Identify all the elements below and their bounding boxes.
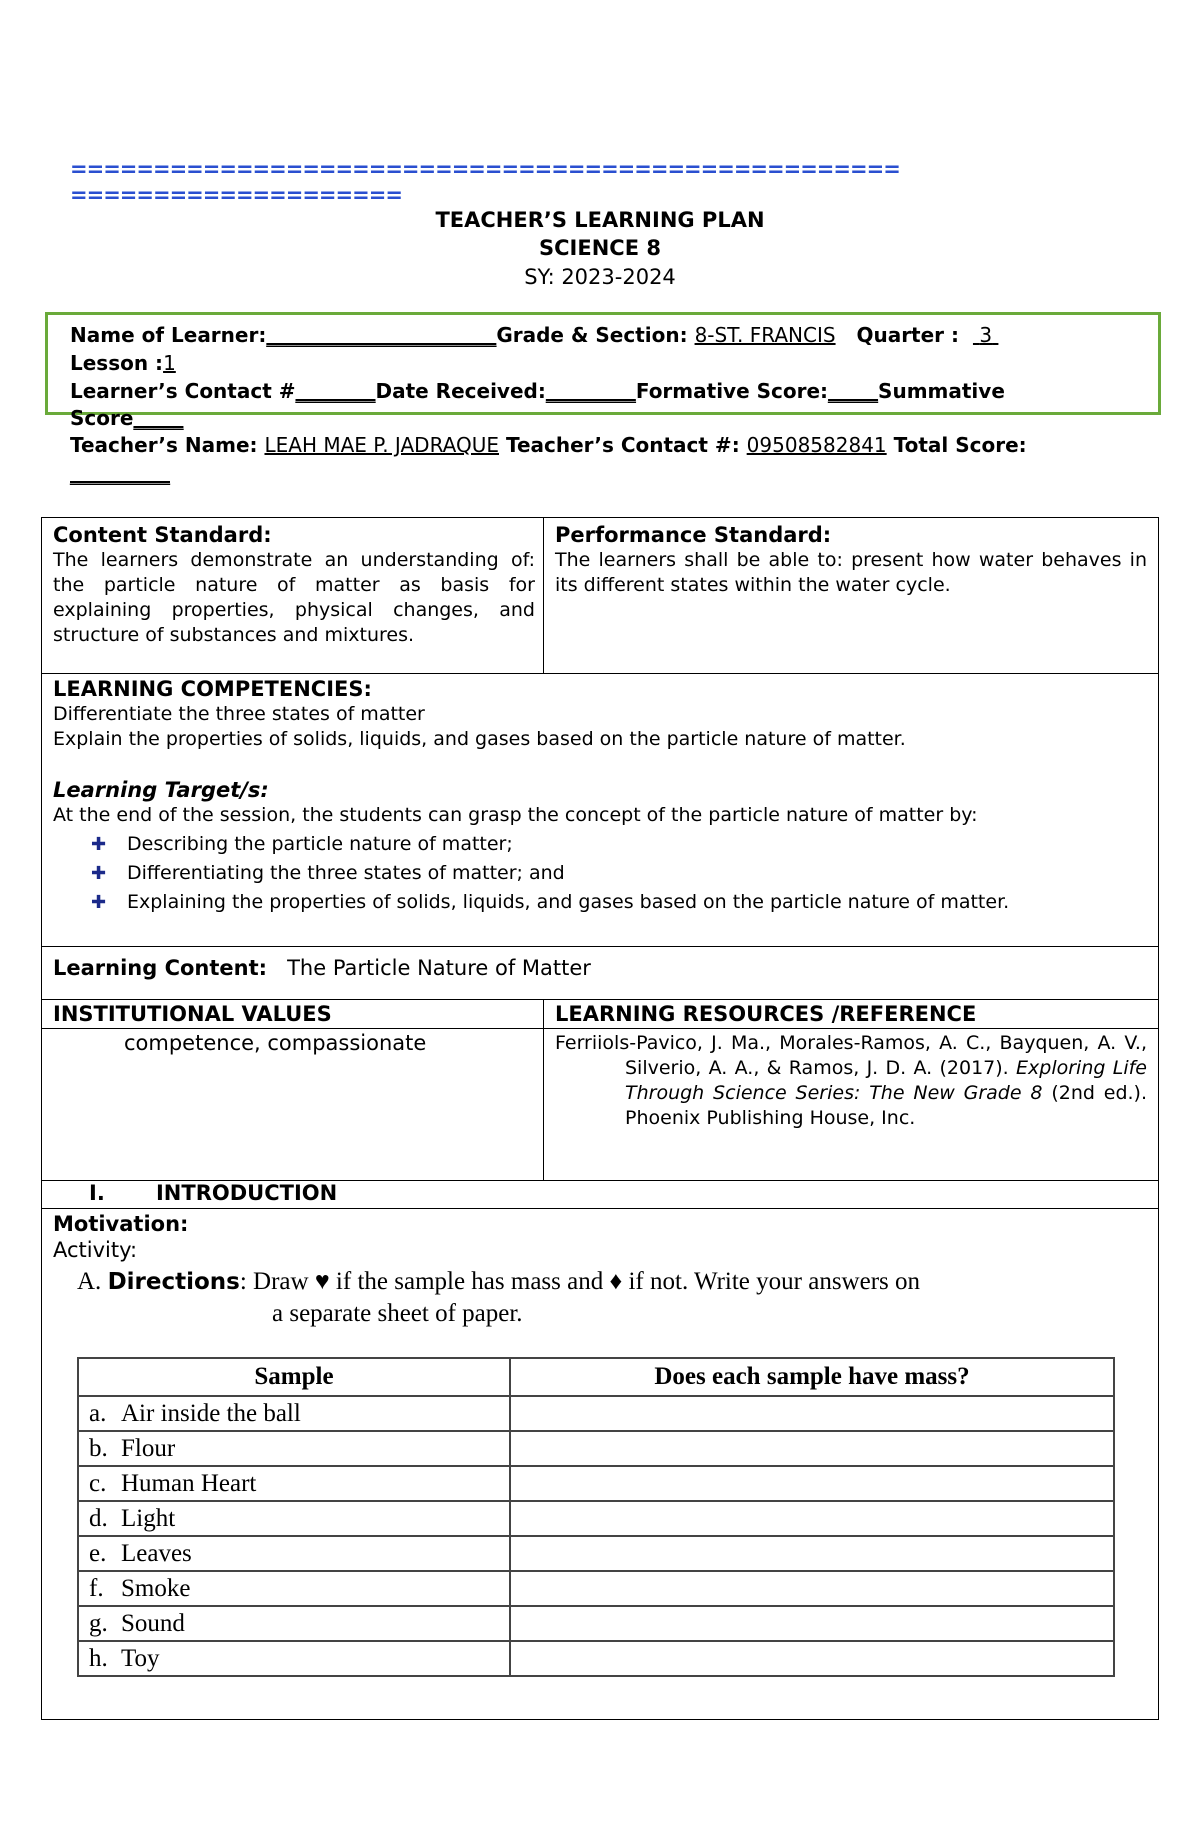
directions-text: : Draw ♥ if the sample has mass and ♦ if not. Write your answers on xyxy=(239,1268,921,1295)
teacher-contact-label: Teacher’s Contact #: xyxy=(505,433,740,457)
sample-cell: g. Sound xyxy=(78,1606,510,1641)
info-line-1 xyxy=(70,322,998,349)
sample-cell: f. Smoke xyxy=(78,1571,510,1606)
sample-cell: h. Toy xyxy=(78,1641,510,1676)
institutional-values-text: competence, compassionate xyxy=(124,1031,427,1055)
info-line-5 xyxy=(70,432,1027,459)
directions xyxy=(77,1266,1137,1330)
answer-cell[interactable] xyxy=(510,1431,1114,1466)
answer-cell[interactable] xyxy=(510,1641,1114,1676)
learning-target-title: Learning Target/s: xyxy=(53,778,269,802)
info-line-2 xyxy=(70,350,176,377)
arrow-bullet-icon: ✚ xyxy=(91,834,107,855)
divider xyxy=(42,1028,1158,1029)
score-label: Score xyxy=(70,406,134,430)
divider-line-2: ==================== xyxy=(70,183,402,207)
competency-item: Explain the properties of solids, liquids, and gases based on the particle nature of matter. xyxy=(53,728,906,750)
performance-standard-text: The learners shall be able to: present how water behaves in its different states within the water cycle. xyxy=(555,549,1147,596)
sample-cell: d. Light xyxy=(78,1501,510,1536)
grade-label: Grade & Section: xyxy=(496,323,688,347)
score-field[interactable]: _____ xyxy=(133,406,184,430)
teacher-value: LEAH MAE P. JADRAQUE xyxy=(264,433,499,457)
divider xyxy=(543,518,544,673)
reference-authors: Ferriiols-Pavico, J. Ma., Morales-Ramos, A. C., Bayquen, A. V., Silverio, A. A., & Ramos, J. D. A. (2017). xyxy=(555,1032,1147,1079)
summative-label: Summative xyxy=(878,379,1005,403)
table-row xyxy=(78,1501,1114,1536)
answer-cell[interactable] xyxy=(510,1396,1114,1431)
date-field[interactable]: _________ xyxy=(545,379,636,403)
divider xyxy=(42,1208,1158,1209)
section-numeral: I. xyxy=(89,1181,105,1205)
content-standard-title: Content Standard: xyxy=(53,523,272,547)
reference-title: Exploring Life Through Science Series: The New Grade 8 xyxy=(625,1057,1147,1104)
arrow-bullet-icon: ✚ xyxy=(91,863,107,884)
quarter-label: Quarter : xyxy=(856,323,960,347)
directions-letter: A. xyxy=(77,1268,102,1295)
answer-cell[interactable] xyxy=(510,1606,1114,1641)
info-line-4 xyxy=(70,405,183,432)
table-row xyxy=(78,1431,1114,1466)
list-item: ✚ Differentiating the three states of matter; and xyxy=(91,859,1148,888)
answer-cell[interactable] xyxy=(510,1466,1114,1501)
learning-resources-header: LEARNING RESOURCES /REFERENCE xyxy=(555,1002,977,1026)
reference-citation xyxy=(555,1031,1147,1131)
sample-cell: e. Leaves xyxy=(78,1536,510,1571)
column-header-mass: Does each sample have mass? xyxy=(510,1358,1114,1396)
directions-label: Directions xyxy=(107,1269,240,1295)
formative-label: Formative Score: xyxy=(635,379,829,403)
table-row xyxy=(78,1466,1114,1501)
info-line-6 xyxy=(70,460,170,487)
samples-table xyxy=(77,1357,1115,1677)
sample-cell: b. Flour xyxy=(78,1431,510,1466)
content-standard-text: The learners demonstrate an understanding of: the particle nature of matter as basis for explaining properties, physical changes, and structure of substances and mixtures. xyxy=(53,549,535,646)
sample-cell: a. Air inside the ball xyxy=(78,1396,510,1431)
divider xyxy=(543,999,544,1180)
answer-cell[interactable] xyxy=(510,1536,1114,1571)
learning-target-intro: At the end of the session, the students can grasp the concept of the particle nature of matter by: xyxy=(53,804,978,826)
competency-item: Differentiate the three states of matter xyxy=(53,703,425,725)
list-item: ✚ Describing the particle nature of matter; xyxy=(91,830,1148,859)
table-row xyxy=(78,1396,1114,1431)
quarter-value: 3 xyxy=(979,323,993,347)
list-item: ✚ Explaining the properties of solids, liquids, and gases based on the particle nature of matter. xyxy=(91,888,1148,917)
learning-content-value: The Particle Nature of Matter xyxy=(287,956,591,980)
divider xyxy=(42,673,1158,674)
learning-content-cell xyxy=(53,956,1148,981)
total-field[interactable]: __________ xyxy=(70,461,170,485)
divider xyxy=(42,946,1158,947)
performance-standard-title: Performance Standard: xyxy=(555,523,832,547)
section-title: INTRODUCTION xyxy=(155,1181,338,1205)
table-row xyxy=(78,1571,1114,1606)
lesson-label: Lesson : xyxy=(70,351,164,375)
answer-cell[interactable] xyxy=(510,1501,1114,1536)
table-header-row xyxy=(78,1358,1114,1396)
competencies-title: LEARNING COMPETENCIES: xyxy=(53,677,372,701)
contact-label: Learner’s Contact # xyxy=(70,379,296,403)
total-label: Total Score: xyxy=(893,433,1027,457)
contact-field[interactable]: ________ xyxy=(295,379,376,403)
info-line-3 xyxy=(70,378,1005,405)
table-row xyxy=(78,1641,1114,1676)
table-row xyxy=(78,1536,1114,1571)
lesson-value: 1 xyxy=(163,351,176,375)
teacher-contact-value: 09508582841 xyxy=(746,433,887,457)
answer-cell[interactable] xyxy=(510,1571,1114,1606)
arrow-bullet-icon: ✚ xyxy=(91,892,107,913)
grade-value: 8-ST. FRANCIS xyxy=(694,323,836,347)
directions-text-2: a separate sheet of paper. xyxy=(272,1300,523,1327)
school-year: SY: 2023-2024 xyxy=(524,265,676,289)
lesson-plan-table xyxy=(41,517,1159,1720)
introduction-header xyxy=(89,1181,337,1206)
institutional-values-header: INSTITUTIONAL VALUES xyxy=(53,1002,332,1026)
name-label: Name of Learner: xyxy=(70,323,267,347)
learning-target-list xyxy=(91,830,1148,917)
subject-title: SCIENCE 8 xyxy=(539,236,661,260)
performance-standard-cell xyxy=(555,522,1147,598)
name-field[interactable]: _______________________ xyxy=(266,323,497,347)
content-standard-cell xyxy=(53,522,535,648)
reference-publisher: (2nd ed.). Phoenix Publishing House, Inc. xyxy=(625,1082,1148,1129)
formative-field[interactable]: _____ xyxy=(828,379,879,403)
teacher-label: Teacher’s Name: xyxy=(70,433,258,457)
competencies-cell xyxy=(53,676,1148,917)
learning-content-label: Learning Content: xyxy=(53,956,268,980)
activity-label: Activity: xyxy=(53,1238,138,1262)
divider xyxy=(42,999,1158,1000)
divider-line-1: ================================================== xyxy=(70,157,900,181)
motivation-label: Motivation: xyxy=(53,1212,189,1236)
sample-cell: c. Human Heart xyxy=(78,1466,510,1501)
page-title: TEACHER’S LEARNING PLAN xyxy=(435,208,765,232)
date-label: Date Received: xyxy=(375,379,546,403)
column-header-sample: Sample xyxy=(78,1358,510,1396)
table-row xyxy=(78,1606,1114,1641)
